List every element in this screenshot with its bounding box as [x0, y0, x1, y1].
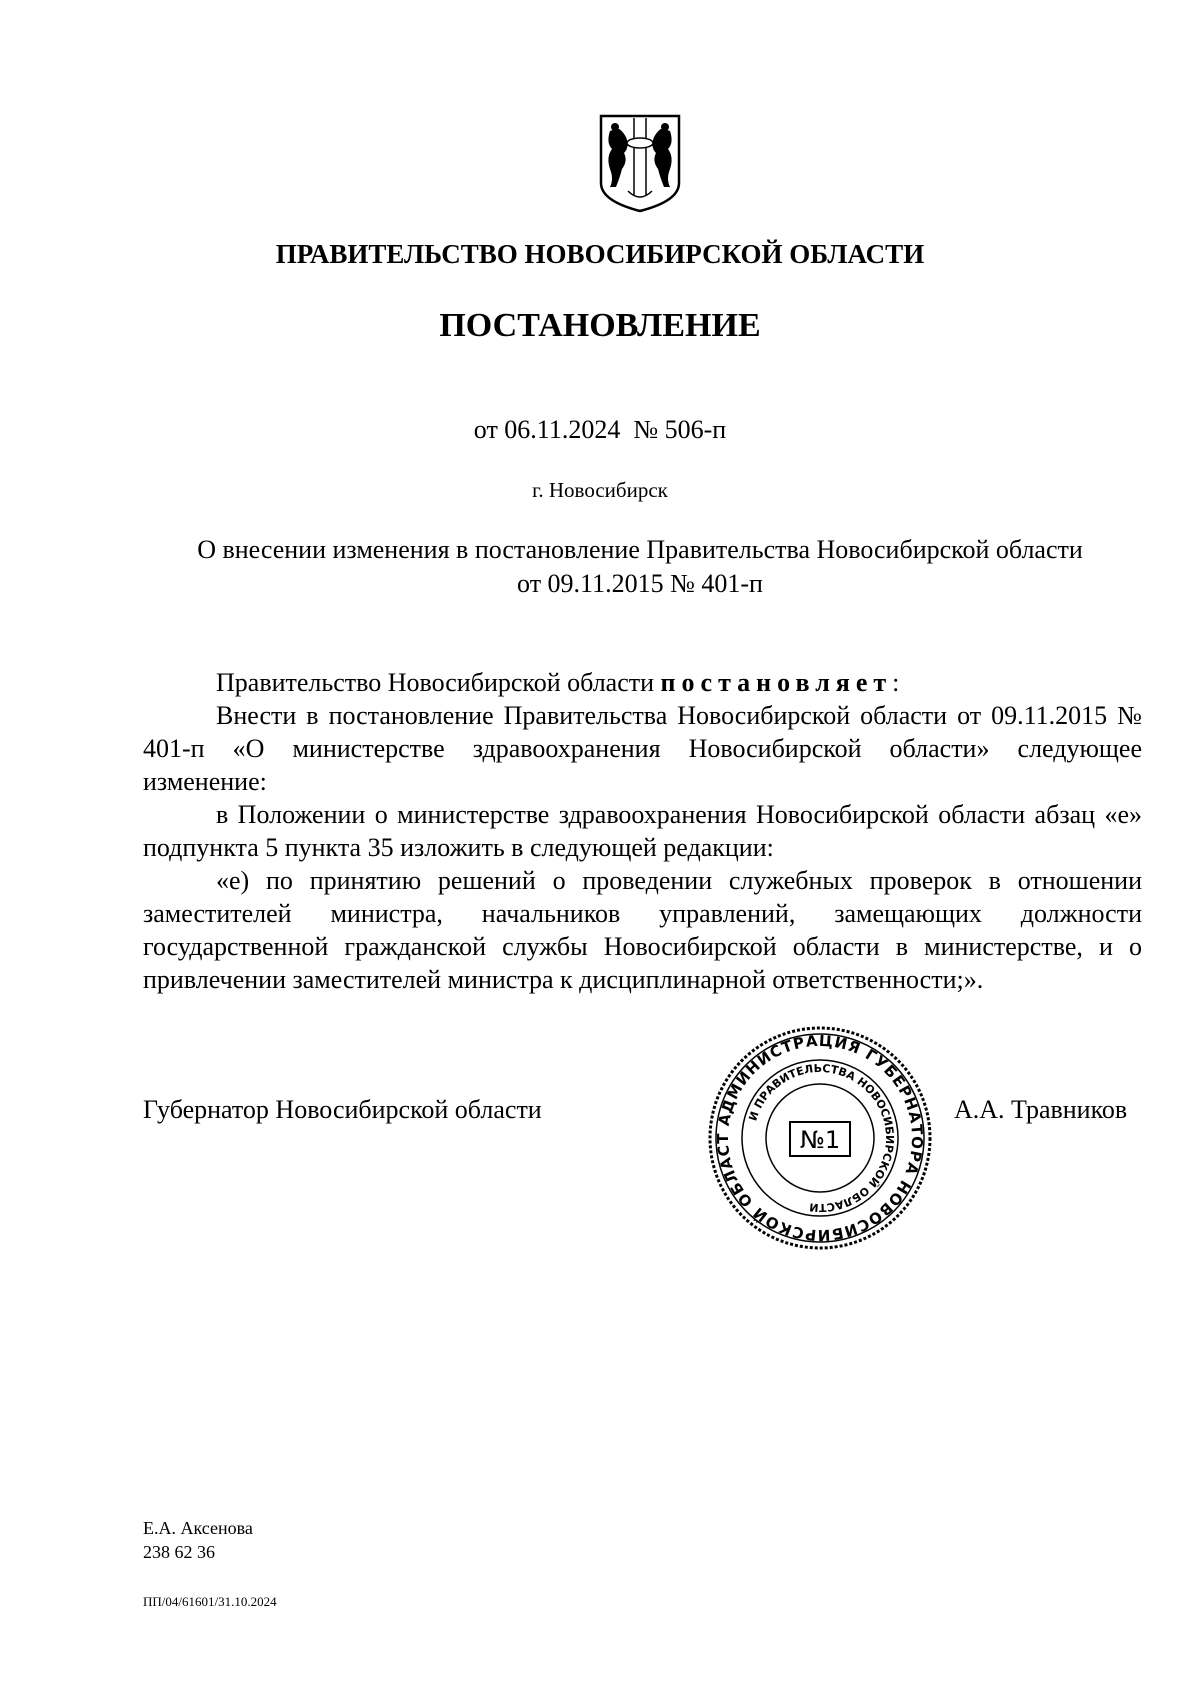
- body-paragraph-4: «е) по принятию решений о проведении служебных проверок в отношении заместителей министра, начальников управлений, замещающих должности государственной гражданской службы Новосибирской области в министерстве, и о привлечении заместителей министра к дисциплинарной ответственности;».: [143, 866, 1142, 994]
- coat-of-arms-icon: [598, 113, 682, 214]
- signer-name: А.А. Травников: [954, 1095, 1128, 1124]
- body-paragraph-1-colon: :: [892, 668, 900, 697]
- subject-line-2: от 09.11.2015 № 401-п: [517, 569, 763, 598]
- body-paragraph-1-text: Правительство Новосибирской области: [216, 668, 661, 697]
- organization-title: ПРАВИТЕЛЬСТВО НОВОСИБИРСКОЙ ОБЛАСТИ: [275, 239, 925, 269]
- signer-title: Губернатор Новосибирской области: [143, 1095, 542, 1124]
- executor-name: Е.А. Аксенова: [143, 1518, 253, 1538]
- resolves-word: постановляет: [660, 668, 893, 697]
- executor-phone: 238 62 36: [143, 1542, 215, 1562]
- document-code: ПП/04/61601/31.10.2024: [143, 1594, 277, 1609]
- official-seal-icon: [706, 1024, 934, 1252]
- document-body: [143, 666, 1142, 996]
- seal-outer-text: АДМИНИСТРАЦИЯ ГУБЕРНАТОРА НОВОСИБИРСКОЙ ОБЛАСТ: [713, 1031, 927, 1245]
- document-subject: [140, 533, 1140, 601]
- seal-inner-text: И ПРАВИТЕЛЬСТВА НОВОСИБИРСКОЙ ОБЛАСТИ: [746, 1061, 897, 1215]
- body-paragraph-3: в Положении о министерстве здравоохранения Новосибирской области абзац «е» подпункта 5 пункта 35 изложить в следующей редакции:: [143, 800, 1142, 862]
- executor-block: [143, 1516, 253, 1564]
- body-paragraph-2: Внести в постановление Правительства Новосибирской области от 09.11.2015 № 401-п «О министерстве здравоохранения Новосибирской области» следующее изменение:: [143, 701, 1142, 796]
- date-number-text: от 06.11.2024 № 506-п: [473, 415, 727, 444]
- subject-line-1: О внесении изменения в постановление Правительства Новосибирской области: [197, 535, 1083, 564]
- city-line: г. Новосибирск: [532, 478, 668, 502]
- date-number-line: [0, 413, 1200, 447]
- seal-center-text: №1: [799, 1126, 841, 1154]
- document-type: ПОСТАНОВЛЕНИЕ: [439, 307, 761, 344]
- body-paragraph-1: [143, 666, 1142, 699]
